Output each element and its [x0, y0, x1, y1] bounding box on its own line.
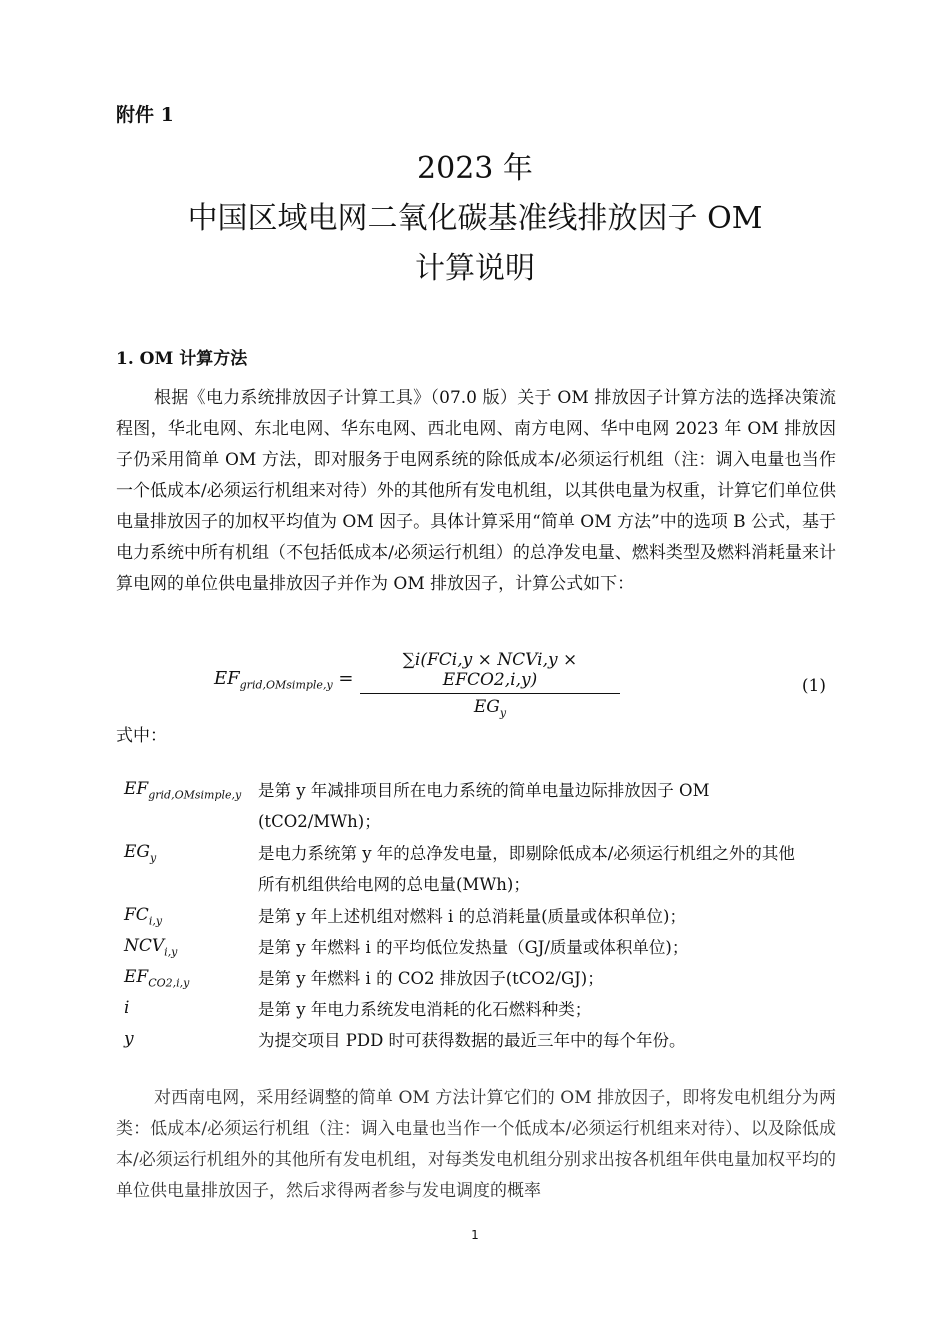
where-label: 式中：: [116, 726, 167, 746]
page-number: 1: [471, 1228, 479, 1242]
equation-number: (1): [801, 676, 826, 696]
formula-denominator-sub: y: [499, 706, 507, 720]
title-main: 中国区域电网二氧化碳基准线排放因子 OM: [187, 201, 763, 236]
formula-numerator: ∑i(FCi,y × NCVi,y × EFCO2,i,y): [360, 650, 620, 694]
definition-symbol: [124, 779, 241, 801]
formula-fraction: [360, 650, 620, 719]
definition-symbol: [124, 998, 129, 1020]
symbol-sub: y: [150, 851, 157, 865]
symbol-sub: CO2,i,y: [148, 976, 190, 990]
definition-description: 为提交项目 PDD 时可获得数据的最近三年中的每个年份。: [258, 1031, 686, 1050]
symbol-main: y: [124, 1029, 134, 1049]
formula-lhs-sub: grid,OMsimple,y: [239, 678, 333, 692]
definition-symbol: [124, 936, 177, 958]
definition-description: 是电力系统第 y 年的总净发电量，即剔除低成本/必须运行机组之外的其他所有机组供给电网的总电量(MWh)；: [258, 844, 795, 894]
definition-description: 是第 y 年上述机组对燃料 i 的总消耗量(质量或体积单位)；: [258, 907, 686, 926]
intro-paragraph: 根据《电力系统排放因子计算工具》（07.0 版）关于 OM 排放因子计算方法的选择决策流程图，华北电网、东北电网、华东电网、西北电网、南方电网、华中电网 2023 年 OM 排放因子仍采用简单 OM 方法，即对服务于电网系统的除低成本/必须运行机组（注：调入电量也当作一个低成本/必须运行机组来对待）外的其他所有发电机组，以其供电量为权重，计算它们单位供电量排放因子的加权平均值为 OM 因子。具体计算采用“简单 OM 方法”中的选项 B 公式，基于电力系统中所有机组（不包括低成本/必须运行机组）的总净发电量、燃料类型及燃料消耗量来计算电网的单位供电量排放因子并作为 OM 排放因子，计算公式如下：: [116, 388, 836, 594]
symbol-main: NCV: [124, 936, 165, 956]
symbol-main: i: [124, 998, 130, 1018]
definition-symbol: [124, 1029, 134, 1051]
title-year: 2023 年: [417, 151, 533, 186]
symbol-sub: grid,OMsimple,y: [148, 788, 242, 802]
symbol-main: FC: [124, 905, 149, 925]
title-sub: 计算说明: [415, 251, 535, 286]
attachment-label: 附件 1: [116, 104, 174, 126]
symbol-main: EF: [124, 967, 149, 987]
definition-symbol: [124, 967, 189, 989]
formula-lhs: $EF_{grid,OMsimple,y}$ =: [214, 668, 354, 692]
symbol-sub: i,y: [148, 914, 163, 928]
symbol-sub: i,y: [164, 945, 178, 959]
southwest-paragraph: 对西南电网，采用经调整的简单 OM 方法计算它们的 OM 排放因子，即将发电机组分为两类：低成本/必须运行机组（注：调入电量也当作一个低成本/必须运行机组来对待）、以及除低成本/必须运行机组外的其他所有发电机组，对每类发电机组分别求出按各机组年供电量加权平均的单位供电量排放因子，然后求得两者参与发电调度的概率: [116, 1088, 837, 1201]
formula-lhs-main: EF: [214, 668, 240, 689]
formula-denominator-main: EG: [473, 697, 500, 717]
definition-description: 是第 y 年电力系统发电消耗的化石燃料种类；: [258, 1000, 592, 1019]
definition-symbol: [124, 905, 162, 927]
symbol-main: EG: [124, 842, 150, 862]
symbol-main: EF: [124, 779, 149, 799]
definition-symbol: [124, 842, 156, 864]
definition-description: 是第 y 年燃料 i 的平均低位发热量（GJ/质量或体积单位)；: [258, 938, 689, 957]
definition-description: 是第 y 年减排项目所在电力系统的简单电量边际排放因子 OM (tCO2/MWh)；: [258, 781, 710, 831]
definition-description: 是第 y 年燃料 i 的 CO2 排放因子(tCO2/GJ)；: [258, 969, 604, 988]
formula-om: [210, 650, 840, 720]
formula-denominator: [360, 694, 620, 719]
section-heading: 1. OM 计算方法: [116, 349, 248, 369]
